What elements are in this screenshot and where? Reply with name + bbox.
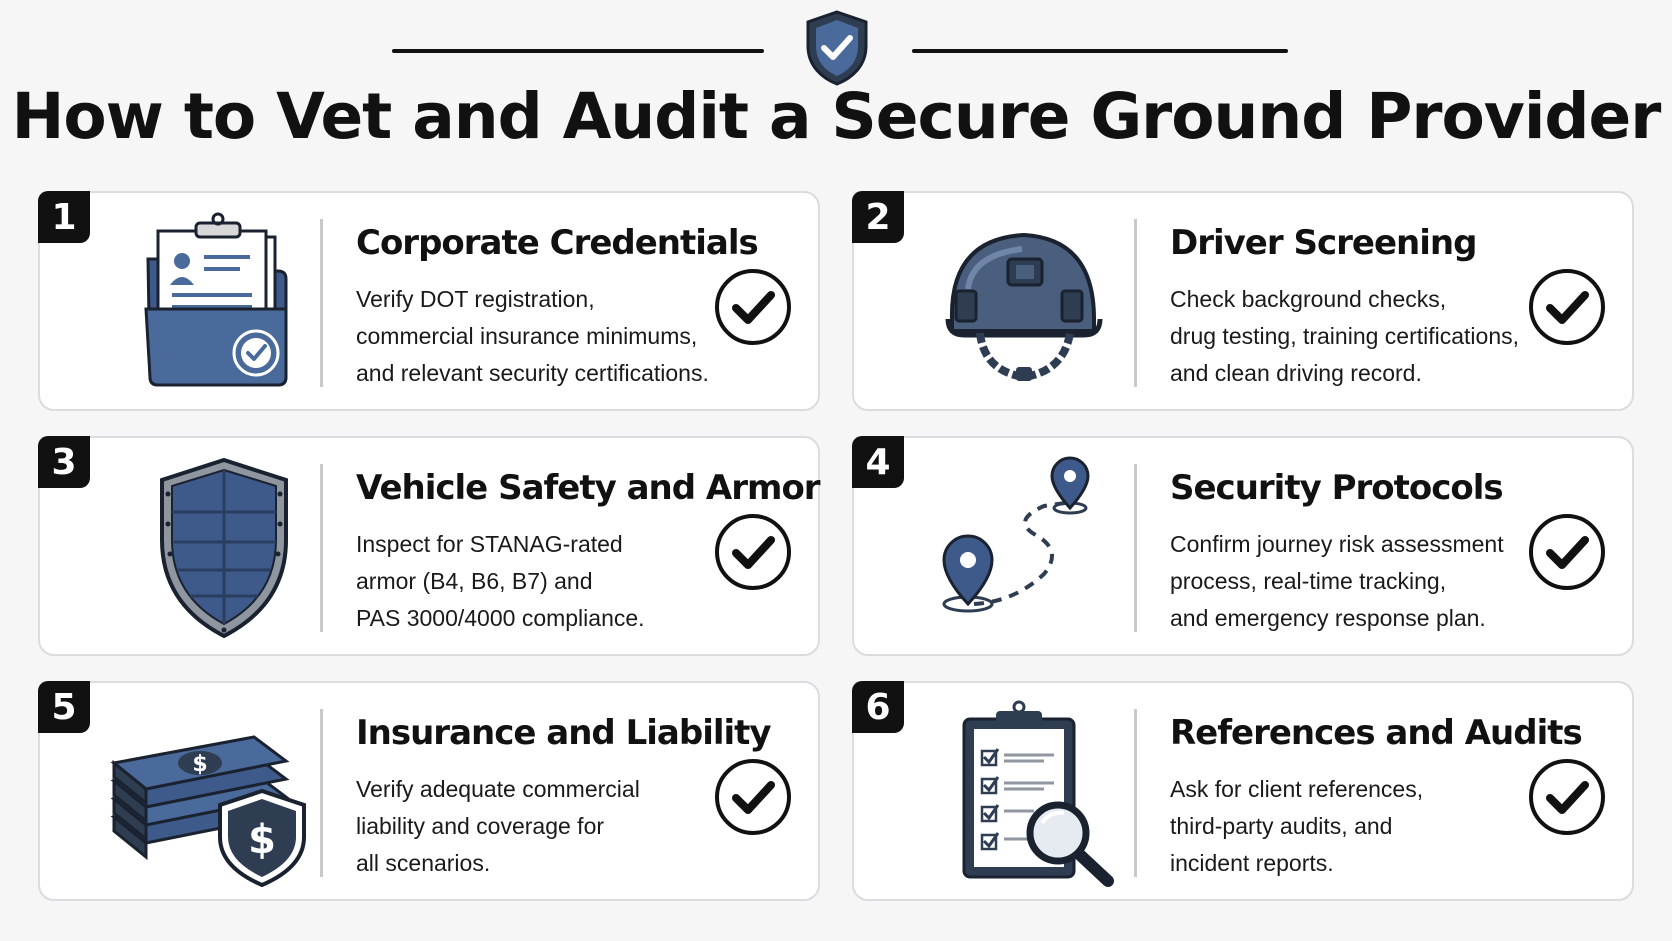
card-description — [1170, 281, 1530, 392]
money-shield-icon — [90, 699, 310, 887]
header — [0, 0, 1672, 180]
card-divider — [320, 709, 323, 877]
svg-text:$: $ — [192, 752, 208, 777]
description-line: Check background checks, — [1170, 286, 1447, 312]
card-description — [1170, 771, 1530, 882]
description-line: third-party audits, and — [1170, 813, 1393, 839]
card-title: Security Protocols — [1170, 468, 1503, 508]
card-title: References and Audits — [1170, 713, 1582, 753]
step-number-badge: 3 — [38, 436, 90, 488]
card-description — [356, 281, 716, 392]
description-line: all scenarios. — [356, 850, 491, 876]
step-number-badge: 4 — [852, 436, 904, 488]
checklist-magnifier-icon — [904, 699, 1124, 887]
step-number-badge: 6 — [852, 681, 904, 733]
check-circle-icon — [713, 267, 793, 347]
check-circle-icon — [1527, 512, 1607, 592]
step-number-badge: 2 — [852, 191, 904, 243]
card-title: Driver Screening — [1170, 223, 1477, 263]
description-line: and emergency response plan. — [1170, 605, 1486, 631]
page-title: How to Vet and Audit a Secure Ground Provider — [11, 80, 1661, 153]
card-driver-screening — [852, 191, 1634, 411]
card-security-protocols — [852, 436, 1634, 656]
description-line: incident reports. — [1170, 850, 1334, 876]
card-description — [356, 771, 716, 882]
card-divider — [320, 219, 323, 387]
card-description — [1170, 526, 1530, 637]
shield-check-icon — [802, 8, 872, 88]
card-title: Corporate Credentials — [356, 223, 758, 263]
card-title: Insurance and Liability — [356, 713, 771, 753]
description-line: Verify adequate commercial — [356, 776, 640, 802]
card-divider — [320, 464, 323, 632]
tactical-helmet-icon — [904, 209, 1124, 397]
description-line: armor (B4, B6, B7) and — [356, 568, 593, 594]
card-insurance-liability — [38, 681, 820, 901]
description-line: and relevant security certifications. — [356, 360, 709, 386]
card-corporate-credentials — [38, 191, 820, 411]
armor-shield-icon — [90, 454, 310, 642]
card-divider — [1134, 709, 1137, 877]
title-rule-right — [912, 49, 1288, 53]
check-circle-icon — [713, 757, 793, 837]
card-references-audits — [852, 681, 1634, 901]
check-circle-icon — [1527, 757, 1607, 837]
description-line: PAS 3000/4000 compliance. — [356, 605, 645, 631]
description-line: and clean driving record. — [1170, 360, 1422, 386]
description-line: process, real-time tracking, — [1170, 568, 1447, 594]
check-circle-icon — [1527, 267, 1607, 347]
check-circle-icon — [713, 512, 793, 592]
route-map-pin-icon — [904, 454, 1124, 642]
card-divider — [1134, 464, 1137, 632]
card-divider — [1134, 219, 1137, 387]
card-description — [356, 526, 716, 637]
step-number-badge: 5 — [38, 681, 90, 733]
description-line: Verify DOT registration, — [356, 286, 595, 312]
description-line: liability and coverage for — [356, 813, 605, 839]
svg-text:$: $ — [248, 817, 276, 863]
title-rule-left — [392, 49, 764, 53]
card-vehicle-safety-armor — [38, 436, 820, 656]
card-title: Vehicle Safety and Armor — [356, 468, 820, 508]
description-line: Confirm journey risk assessment — [1170, 531, 1504, 557]
step-number-badge: 1 — [38, 191, 90, 243]
description-line: Ask for client references, — [1170, 776, 1424, 802]
description-line: commercial insurance minimums, — [356, 323, 698, 349]
description-line: drug testing, training certifications, — [1170, 323, 1520, 349]
description-line: Inspect for STANAG-rated — [356, 531, 623, 557]
credentials-folder-icon — [90, 209, 310, 397]
